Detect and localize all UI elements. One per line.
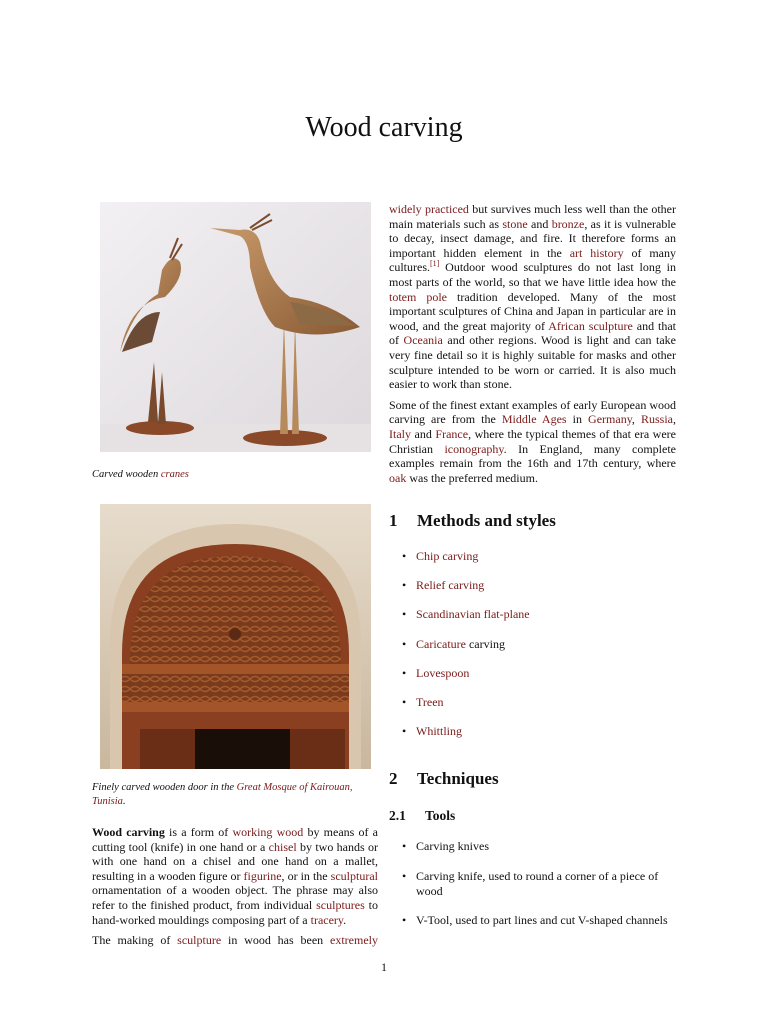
carved-wooden-door-photo[interactable]	[100, 504, 371, 769]
link[interactable]: working wood	[232, 825, 304, 839]
methods-list	[389, 549, 676, 738]
making-paragraph-cont: widely practiced but survives much less well than the other main materials such as stone and bronze, as it is vulnerable to decay, insect damage, and fire. It therefore forms an important hidden element in the art history of many cultures.[1] Outdoor wood sculptures do not last long in most parts of the world, so that we have little idea how the totem pole tradition developed. Many of the most important sculptures of China and Japan in particular are in wood, and the great majority of African sculpture and that of Oceania and other regions. Wood is light and can take very fine detail so it is highly suitable for masks and other sculpture intended to be worn or carried. It is also much easier to work than stone.	[389, 202, 677, 392]
link[interactable]: tracery	[310, 912, 344, 927]
link[interactable]: Middle Ages	[501, 412, 567, 427]
link[interactable]: iconography	[444, 441, 504, 456]
list-item	[389, 607, 676, 622]
link[interactable]: figurine	[243, 868, 282, 883]
method-link[interactable]: Whittling	[416, 723, 462, 738]
list-item: • Caricature carving	[389, 637, 676, 652]
link[interactable]: stone	[502, 216, 528, 231]
list-item	[389, 549, 676, 564]
caption-link[interactable]: Great Mosque of Kairouan, Tunisia	[92, 782, 353, 807]
link[interactable]: France	[435, 426, 469, 441]
section-heading-techniques: 2 Techniques	[389, 769, 499, 789]
list-item	[389, 695, 676, 710]
list-item: • V-Tool, used to part lines and cut V-shaped channels	[389, 913, 676, 928]
link[interactable]: sculptural	[330, 868, 378, 883]
link[interactable]: art history	[569, 245, 624, 260]
method-link[interactable]: Caricature	[416, 636, 466, 651]
reference-link[interactable]: [1]	[430, 259, 440, 269]
list-item	[389, 724, 676, 739]
caption-link[interactable]: cranes	[160, 469, 189, 480]
list-item: • Carving knives	[389, 839, 676, 854]
section-heading-methods: 1 Methods and styles	[389, 511, 556, 531]
link[interactable]: Germany	[588, 412, 632, 427]
list-item	[389, 666, 676, 681]
european-paragraph: Some of the finest extant examples of early European wood carving are from the Middle Ages in Germany, Russia, Italy and France, where the typical themes of that era were Christian iconography. In England, many complete examples remain from the 16th and 17th century, where oak was the preferred medium.	[389, 397, 677, 485]
left-column	[92, 202, 378, 954]
list-item: • Carving knife, used to round a corner of a piece of wood	[389, 869, 676, 898]
figure-caption: Carved wooden cranes	[92, 469, 189, 480]
link[interactable]: oak	[389, 470, 407, 485]
link[interactable]: sculptures	[316, 897, 365, 912]
method-link[interactable]: Treen	[416, 694, 444, 709]
making-paragraph-start: The making of sculpture in wood has been extremely	[92, 933, 378, 948]
link[interactable]: extremely	[330, 933, 378, 948]
method-link[interactable]: Relief carving	[416, 578, 485, 593]
page-title: Wood carving	[305, 112, 463, 143]
intro-paragraph: Wood carving is a form of working wood by means of a cutting tool (knife) in one hand or a chisel by two hands or with one hand on a chisel and one hand on a mallet, resulting in a wooden figure or figurine, or in the sculptural ornamentation of a wooden object. The phrase may also refer to the finished product, from individual sculptures to hand-worked mouldings composing part of a tracery.	[92, 825, 379, 927]
link[interactable]: sculpture	[177, 933, 222, 948]
link[interactable]: bronze	[551, 216, 585, 231]
method-link[interactable]: Lovespoon	[416, 665, 470, 680]
subsection-heading-tools: 2.1 Tools	[389, 808, 456, 824]
link[interactable]: widely practiced	[389, 202, 469, 216]
list-item	[389, 578, 676, 593]
link[interactable]: African sculpture	[548, 318, 633, 333]
tools-list	[389, 839, 676, 927]
page-number: 1	[381, 960, 387, 974]
method-link[interactable]: Chip carving	[416, 549, 479, 564]
link[interactable]: Russia	[640, 412, 673, 427]
article-term: Wood carving	[92, 825, 165, 839]
link[interactable]: totem pole	[389, 289, 447, 304]
link[interactable]: Oceania	[403, 333, 443, 348]
right-column	[389, 202, 676, 928]
link[interactable]: Italy	[389, 426, 411, 441]
carved-wooden-cranes-photo[interactable]	[100, 202, 371, 452]
figure-caption: Finely carved wooden door in the Great Mosque of Kairouan, Tunisia.	[92, 782, 353, 807]
method-link[interactable]: Scandinavian flat-plane	[416, 607, 530, 622]
link[interactable]: chisel	[268, 839, 297, 854]
